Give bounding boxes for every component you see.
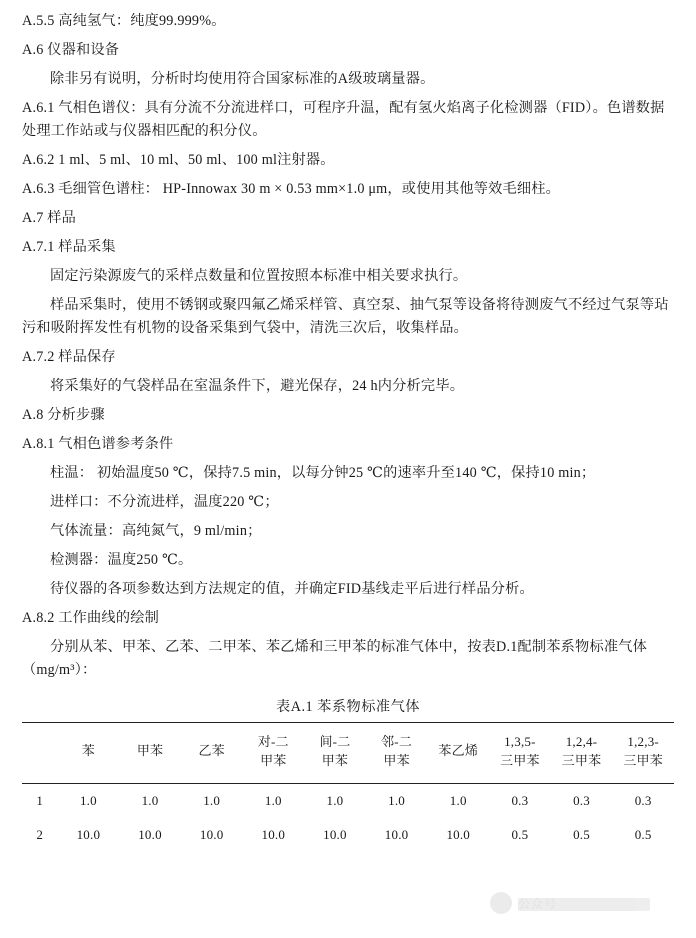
cell: 1.0 <box>79 792 97 808</box>
cell: 0.3 <box>511 792 529 808</box>
cell: 0.3 <box>634 792 652 808</box>
table-header-row <box>22 723 674 784</box>
cell: 10.0 <box>323 826 347 842</box>
table-row <box>22 783 674 818</box>
cell: 0.5 <box>511 826 529 842</box>
cell: 0.5 <box>573 826 590 842</box>
cell: 1.0 <box>449 792 467 808</box>
heading-a8: A.8 分析步骤 <box>22 407 105 423</box>
heading-a81: A.8.1 气相色谱参考条件 <box>22 436 174 452</box>
cell: 0.3 <box>573 792 590 808</box>
cell: 1.0 <box>264 792 282 808</box>
cell: 1.0 <box>141 792 159 808</box>
heading-a6: A.6 仪器和设备 <box>22 42 120 58</box>
text-line: 固定污染源废气的采样点数量和位置按照本标准中相关要求执行。 <box>50 268 468 284</box>
text-line: A.6.1 气相色谱仪：具有分流不分流进样口，可程序升温，配有氢火焰离子化检测器（FID）。色谱数据处理工作站或与仪器相匹配的积分仪。 <box>22 100 665 139</box>
benzene-standard-gas-table <box>22 722 674 852</box>
col-header-ethylbenzene: 乙苯 <box>181 723 243 784</box>
text-line: A.6.3 毛细管色谱柱： HP-Innowax 30 m × 0.53 mm×1.0 μm，或使用其他等效毛细柱。 <box>22 181 561 197</box>
watermark-bar <box>518 898 650 911</box>
col-header-123-trimethylbenzene: 1,2,3- 三甲苯 <box>612 723 674 784</box>
table-caption: 表A.1 苯系物标准气体 <box>276 699 420 715</box>
heading-a72: A.7.2 样品保存 <box>22 349 116 365</box>
text-line: 气体流量：高纯氮气，9 ml/min； <box>50 523 262 539</box>
watermark-logo-icon <box>490 892 512 914</box>
cell: 0.5 <box>634 826 652 842</box>
col-header-o-xylene: 邻-二 甲苯 <box>366 723 428 784</box>
cell: 10.0 <box>138 826 162 842</box>
watermark-text: 公众号 <box>518 897 558 911</box>
heading-a7: A.7 样品 <box>22 210 77 226</box>
col-header-p-xylene: 对-二 甲苯 <box>242 723 304 784</box>
cell: 1.0 <box>203 792 221 808</box>
table-body <box>22 783 674 852</box>
cell: 1.0 <box>388 792 406 808</box>
watermark <box>490 888 660 922</box>
cell: 10.0 <box>384 826 409 842</box>
col-header-m-xylene: 间-二 甲苯 <box>304 723 366 784</box>
table-row <box>22 818 674 852</box>
cell: 1 <box>36 792 44 808</box>
cell: 10.0 <box>446 826 470 842</box>
cell: 2 <box>36 826 44 842</box>
cell: 10.0 <box>76 826 101 842</box>
text-line: 分别从苯、甲苯、乙苯、二甲苯、苯乙烯和三甲苯的标准气体中，按表D.1配制苯系物标准气体（mg/m³）： <box>22 639 647 678</box>
cell: 1.0 <box>326 792 344 808</box>
text-line: A.6.2 1 ml、5 ml、10 ml、50 ml、100 ml注射器。 <box>22 152 335 168</box>
text-line: 样品采集时，使用不锈钢或聚四氟乙烯采样管、真空泵、抽气泵等设备将待测废气不经过气泵等玷污和吸附挥发性有机物的设备采集到气袋中，清洗三次后，收集样品。 <box>22 297 669 336</box>
cell: 10.0 <box>261 826 286 842</box>
col-header-styrene: 苯乙烯 <box>427 723 489 784</box>
text-line: A.5.5 高纯氢气：纯度99.999%。 <box>22 13 226 29</box>
col-header-benzene: 苯 <box>58 723 120 784</box>
text-line: 待仪器的各项参数达到方法规定的值，并确定FID基线走平后进行样品分析。 <box>50 581 534 597</box>
cell: 10.0 <box>199 826 224 842</box>
col-header-toluene: 甲苯 <box>119 723 181 784</box>
text-line: 检测器：温度250 ℃。 <box>50 552 193 568</box>
col-header-135-trimethylbenzene: 1,3,5- 三甲苯 <box>489 723 551 784</box>
col-header-index <box>22 723 58 784</box>
heading-a82: A.8.2 工作曲线的绘制 <box>22 610 159 626</box>
text-line: 除非另有说明，分析时均使用符合国家标准的A级玻璃量器。 <box>50 71 435 87</box>
col-header-124-trimethylbenzene: 1,2,4- 三甲苯 <box>551 723 613 784</box>
text-line: 进样口：不分流进样，温度220 ℃； <box>50 494 279 510</box>
text-line: 将采集好的气袋样品在室温条件下，避光保存，24 h内分析完毕。 <box>50 378 465 394</box>
heading-a71: A.7.1 样品采集 <box>22 239 116 255</box>
text-line: 柱温： 初始温度50 ℃，保持7.5 min，以每分钟25 ℃的速率升至140 ℃，保持10 min； <box>50 465 596 481</box>
